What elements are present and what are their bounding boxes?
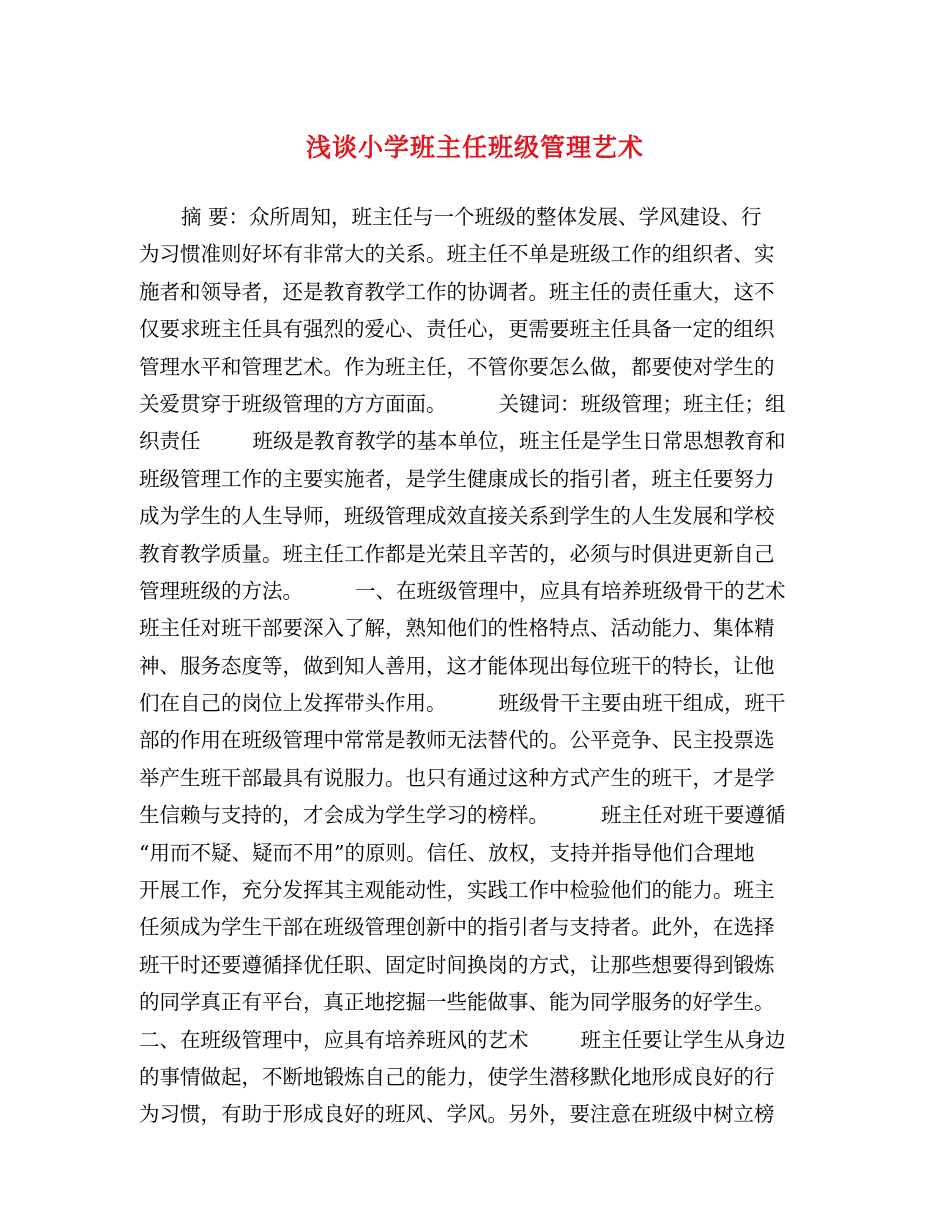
- text-line: 织责任 班级是教育教学的基本单位，班主任是学生日常思想教育和: [139, 429, 786, 454]
- document-body: [139, 199, 811, 1134]
- text-line: “用而不疑、疑而不用”的原则。信任、放权，支持并指导他们合理地: [139, 840, 755, 865]
- text-line: 举产生班干部最具有说服力。也只有通过这种方式产生的班干，才是学: [139, 765, 775, 790]
- text-line: 管理班级的方法。 一、在班级管理中，应具有培养班级骨干的艺术: [139, 578, 786, 603]
- text-line: 班级管理工作的主要实施者，是学生健康成长的指引者，班主任要努力: [139, 466, 775, 491]
- text-line: 部的作用在班级管理中常常是教师无法替代的。公平竞争、民主投票选: [139, 728, 775, 753]
- text-line: 生信赖与支持的，才会成为学生学习的榜样。 班主任对班干要遵循: [139, 803, 786, 828]
- text-line: 班主任对班干部要深入了解，熟知他们的性格特点、活动能力、集体精: [139, 616, 775, 641]
- text-line: 任须成为学生干部在班级管理创新中的指引者与支持者。此外，在选择: [139, 915, 775, 940]
- text-line: 管理水平和管理艺术。作为班主任，不管你要怎么做，都要使对学生的: [139, 354, 775, 379]
- text-line: 们在自己的岗位上发挥带头作用。 班级骨干主要由班干组成，班干: [139, 691, 786, 716]
- text-line: 为习惯，有助于形成良好的班风、学风。另外，要注意在班级中树立榜: [139, 1102, 775, 1127]
- text-line: 教育教学质量。班主任工作都是光荣且辛苦的，必须与时俱进更新自己: [139, 541, 775, 566]
- text-line: 班干时还要遵循择优任职、固定时间换岗的方式，让那些想要得到锻炼: [139, 952, 775, 977]
- text-line: 关爱贯穿于班级管理的方方面面。 关键词：班级管理；班主任；组: [139, 391, 786, 416]
- text-line: 神、服务态度等，做到知人善用，这才能体现出每位班干的特长，让他: [139, 653, 775, 678]
- text-line: 施者和领导者，还是教育教学工作的协调者。班主任的责任重大，这不: [139, 279, 775, 304]
- text-line: 为习惯准则好坏有非常大的关系。班主任不单是班级工作的组织者、实: [139, 242, 775, 267]
- text-line: 的事情做起，不断地锻炼自己的能力，使学生潜移默化地形成良好的行: [139, 1064, 775, 1089]
- text-line: 仅要求班主任具有强烈的爱心、责任心，更需要班主任具备一定的组织: [139, 317, 775, 342]
- text-line: 二、在班级管理中，应具有培养班风的艺术 班主任要让学生从身边: [139, 1027, 786, 1052]
- text-line: 成为学生的人生导师，班级管理成效直接关系到学生的人生发展和学校: [139, 504, 775, 529]
- text-line: 的同学真正有平台，真正地挖掘一些能做事、能为同学服务的好学生。: [139, 990, 775, 1015]
- text-line: 摘 要：众所周知，班主任与一个班级的整体发展、学风建设、行: [181, 205, 762, 229]
- document-title: 浅谈小学班主任班级管理艺术: [305, 133, 644, 162]
- text-line: 开展工作，充分发挥其主观能动性，实践工作中检验他们的能力。班主: [139, 878, 775, 903]
